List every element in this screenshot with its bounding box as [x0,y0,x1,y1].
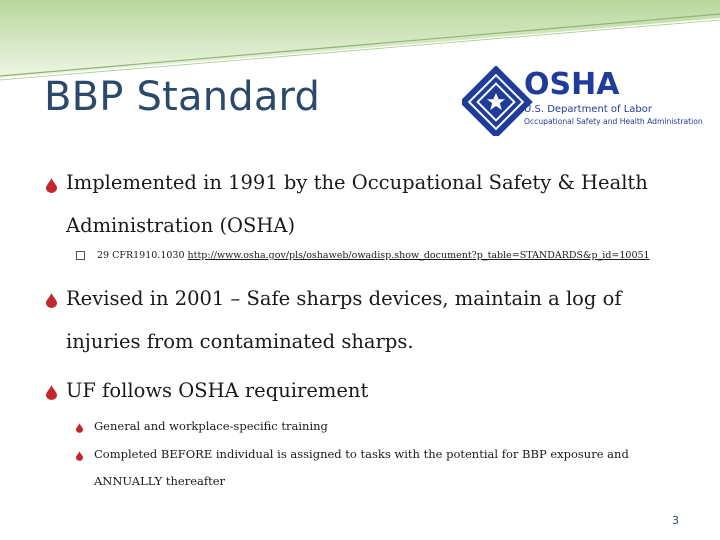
bullet-1-line-2: Administration (OSHA) [66,214,296,237]
sub-bullet-drop-icon [76,451,83,461]
bullet-2 [66,277,696,363]
sub-bullet-2-line-2: ANNUALLY thereafter [94,474,226,488]
logo-line2: Occupational Safety and Health Administration [524,117,703,126]
bullet-drop-icon [46,178,57,193]
bullet-3 [66,369,696,412]
bullet-2-line-2: injuries from contaminated sharps. [66,330,414,353]
sub-bullet-1: General and workplace-specific training [94,419,328,433]
logo-name: OSHA [524,67,620,102]
bullet-2-line-1: Revised in 2001 – Safe sharps devices, maintain a log of [66,287,622,310]
bullet-3-line-1: UF follows OSHA requirement [66,379,369,402]
cfr-prefix: 29 CFR1910.1030 [97,250,185,261]
page-title: BBP Standard [44,74,321,120]
bullet-1 [66,161,696,247]
sub-bullet-2-line-1: Completed BEFORE individual is assigned to tasks with the potential for BBP exposure and [94,447,629,461]
page-number: 3 [672,514,679,527]
bullet-1-line-1: Implemented in 1991 by the Occupational Safety & Health [66,171,648,194]
sub-bullet-2 [94,441,684,495]
bullet-drop-icon [46,293,57,308]
checkbox-bullet-icon [76,251,85,260]
osha-logo [462,66,712,136]
logo-line1: U.S. Department of Labor [524,104,652,115]
sub-bullet-drop-icon [76,423,83,433]
cfr-reference [97,250,650,261]
bullet-drop-icon [46,385,57,400]
cfr-link[interactable]: http://www.osha.gov/pls/oshaweb/owadisp.show_document?p_table=STANDARDS&p_id=10051 [187,250,650,261]
